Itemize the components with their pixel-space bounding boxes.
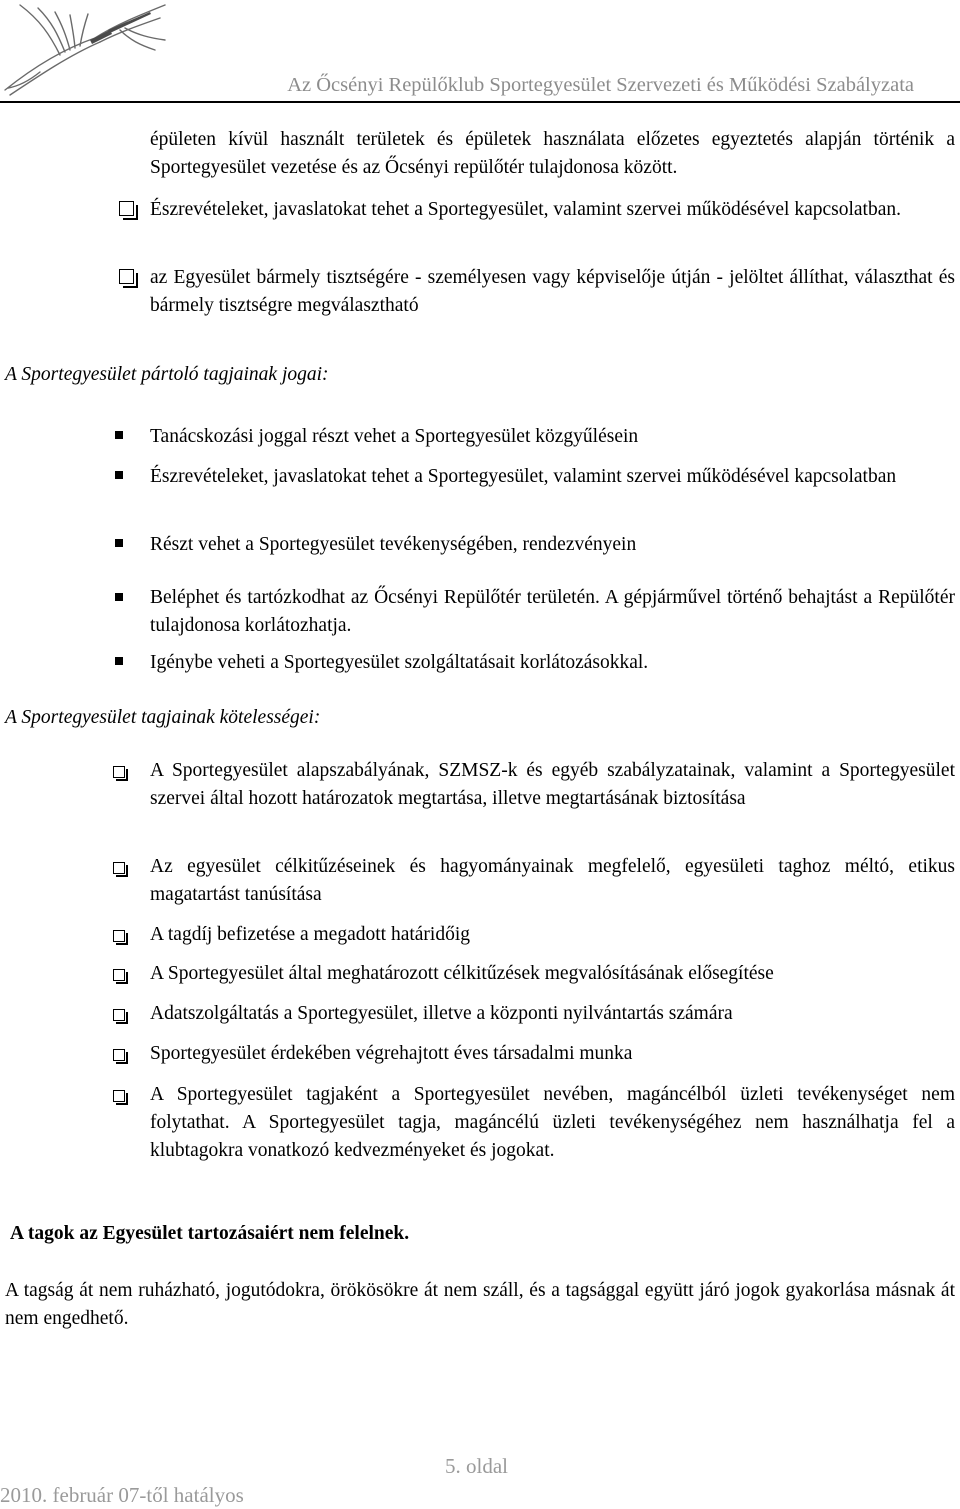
page-number: 5. oldal [445,1454,508,1478]
list-item: A Sportegyesület alapszabályának, SZMSZ-k és egyéb szabályzatainak, valamint a Sportegyesület szervei által hozott határozatok megtartása, illetve megtartásának biztosítása [150,760,955,809]
header-title: Az Őcsényi Repülőklub Sportegyesület Szervezeti és Működési Szabályzata [287,74,914,96]
section-heading-supporting-rights: A Sportegyesület pártoló tagjainak jogai: [5,364,329,385]
list-item: Igénybe veheti a Sportegyesület szolgáltatásait korlátozásokkal. [150,652,649,673]
checkbox-bullet-icon [119,269,134,284]
list-item: Részt vehet a Sportegyesület tevékenységében, rendezvényein [150,534,637,555]
checkbox-bullet-icon [113,862,125,874]
list-item: Beléphet és tartózkodhat az Őcsényi Repülőtér területén. A gépjárművel történő behajtást a Repülőtér tulajdonosa korlátozhatja. [150,587,955,636]
section-heading-obligations: A Sportegyesület tagjainak kötelességei: [5,707,321,728]
list-item: Észrevételeket, javaslatokat tehet a Sportegyesület, valamint szervei működésével kapcsolatban. [150,199,902,220]
effective-date: 2010. február 07-től hatályos [0,1483,244,1507]
header-divider [0,101,960,103]
checkbox-bullet-icon [113,766,125,778]
checkbox-bullet-icon [113,969,125,981]
square-bullet-icon [115,593,123,601]
list-item: Sportegyesület érdekében végrehajtott éves társadalmi munka [150,1043,633,1064]
checkbox-bullet-icon [113,1090,125,1102]
list-item: A tagdíj befizetése a megadott határidőig [150,924,471,945]
checkbox-bullet-icon [119,201,134,216]
checkbox-bullet-icon [113,1009,125,1021]
list-item: az Egyesület bármely tisztségére - személyesen vagy képviselője útján - jelöltet állíthat, választhat és bármely tisztségre megválasztható [150,267,955,316]
continued-paragraph: épületen kívül használt területek és épületek használata előzetes egyeztetés alapján történik a Sportegyesület vezetése és az Őcsényi repülőtér tulajdonosa között. [150,129,955,178]
list-item: Észrevételeket, javaslatokat tehet a Sportegyesület, valamint szervei működésével kapcsolatban [150,466,897,487]
list-item: Adatszolgáltatás a Sportegyesület, illetve a központi nyilvántartás számára [150,1003,733,1024]
list-item: A Sportegyesület által meghatározott célkitűzések megvalósításának elősegítése [150,963,774,984]
square-bullet-icon [115,471,123,479]
checkbox-bullet-icon [113,930,125,942]
stork-logo-icon [0,0,170,100]
square-bullet-icon [115,539,123,547]
checkbox-bullet-icon [113,1049,125,1061]
transfer-paragraph: A tagság át nem ruházható, jogutódokra, örökösökre át nem száll, és a tagsággal együtt járó jogok gyakorlása másnak át nem engedhető. [5,1280,955,1329]
liability-statement: A tagok az Egyesület tartozásaiért nem felelnek. [10,1223,410,1244]
list-item: A Sportegyesület tagjaként a Sportegyesület nevében, magáncélból üzleti tevékenységet nem folytathat. A Sportegyesület tagja, magáncélú üzleti tevékenységéhez nem használhatja fel a klubtagokra vonatkozó kedvezményeket és jogokat. [150,1084,955,1161]
square-bullet-icon [115,657,123,665]
list-item: Az egyesület célkitűzéseinek és hagyományainak megfelelő, egyesületi taghoz méltó, etikus magatartást tanúsítása [150,856,955,905]
square-bullet-icon [115,431,123,439]
list-item: Tanácskozási joggal részt vehet a Sportegyesület közgyűlésein [150,426,639,447]
